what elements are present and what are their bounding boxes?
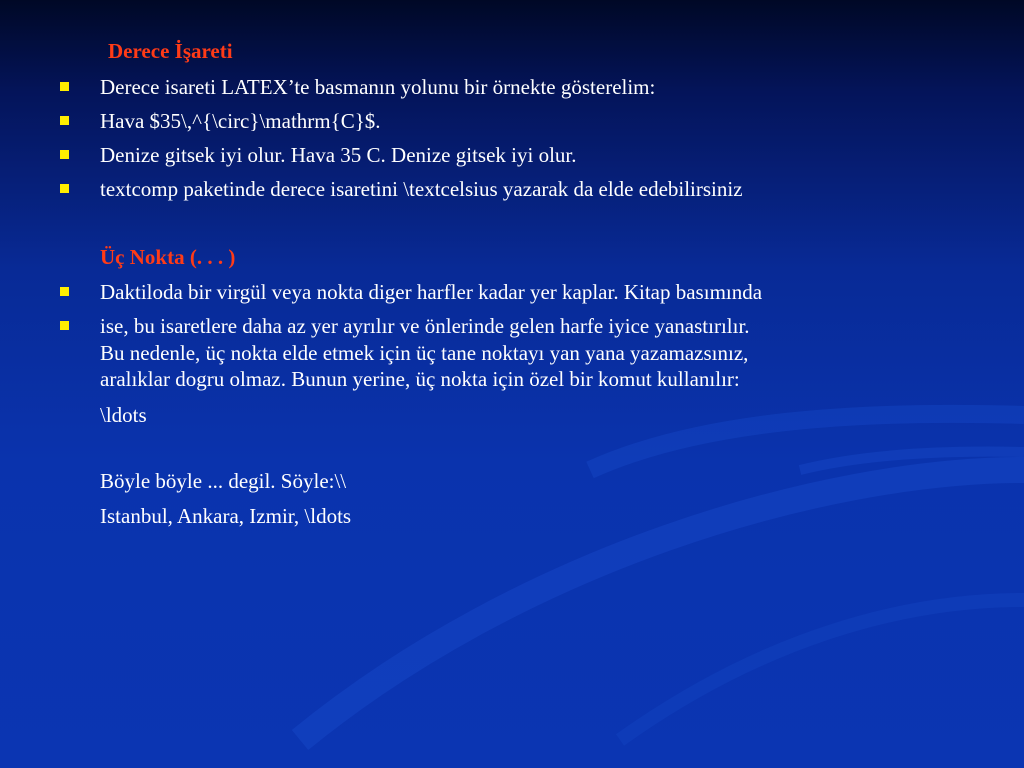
ldots-command: \ldots bbox=[100, 403, 147, 427]
bullet-square-icon bbox=[60, 82, 69, 91]
paragraph-line: aralıklar dogru olmaz. Bunun yerine, üç nokta için özel bir komut kullanılır: bbox=[100, 367, 740, 391]
paragraph-line: Bu nedenle, üç nokta elde etmek için üç tane noktayı yan yana yazamazsınız, bbox=[100, 341, 749, 365]
heading-derece-isareti: Derece İşareti bbox=[108, 39, 233, 63]
bullet-square-icon bbox=[60, 184, 69, 193]
example-line: Böyle böyle ... degil. Söyle:\\ bbox=[100, 469, 347, 493]
bullet-square-icon bbox=[60, 150, 69, 159]
bullet-square-icon bbox=[60, 321, 69, 330]
example-line: Istanbul, Ankara, Izmir, \ldots bbox=[100, 504, 352, 528]
bullet-square-icon bbox=[60, 116, 69, 125]
heading-uc-nokta: Üç Nokta (. . . ) bbox=[100, 245, 236, 269]
slide-content: Derece İşareti Derece isareti LATEX’te basmanın yolunu bir örnekte gösterelim: Hava $35\,^{\circ}\mathrm{C}$. Denize gitsek iyi olur. Hava 35 C. Denize gitsek iyi olur. textcomp paketinde derece isaretini \textcelsius yazarak da elde edebilirsiniz Üç Nokta (. . . ) Daktiloda bir virgül veya nokta diger harfler kadar yer kaplar. Kitap basımında ise, bu isaretlere daha az yer ayrılır ve önlerinde gelen harfe iyice yanastırılır. Bu nedenle, üç nokta elde etmek için üç tane noktayı yan yana yazamazsınız, aralıklar dogru olmaz. Bunun yerine, üç nokta için özel bir komut kullanılır: \ldots Böyle böyle ... degil. Söyle:\\ Istanbul, Ankara, Izmir, \ldots bbox=[60, 0, 1000, 768]
bullet-square-icon bbox=[60, 287, 69, 296]
